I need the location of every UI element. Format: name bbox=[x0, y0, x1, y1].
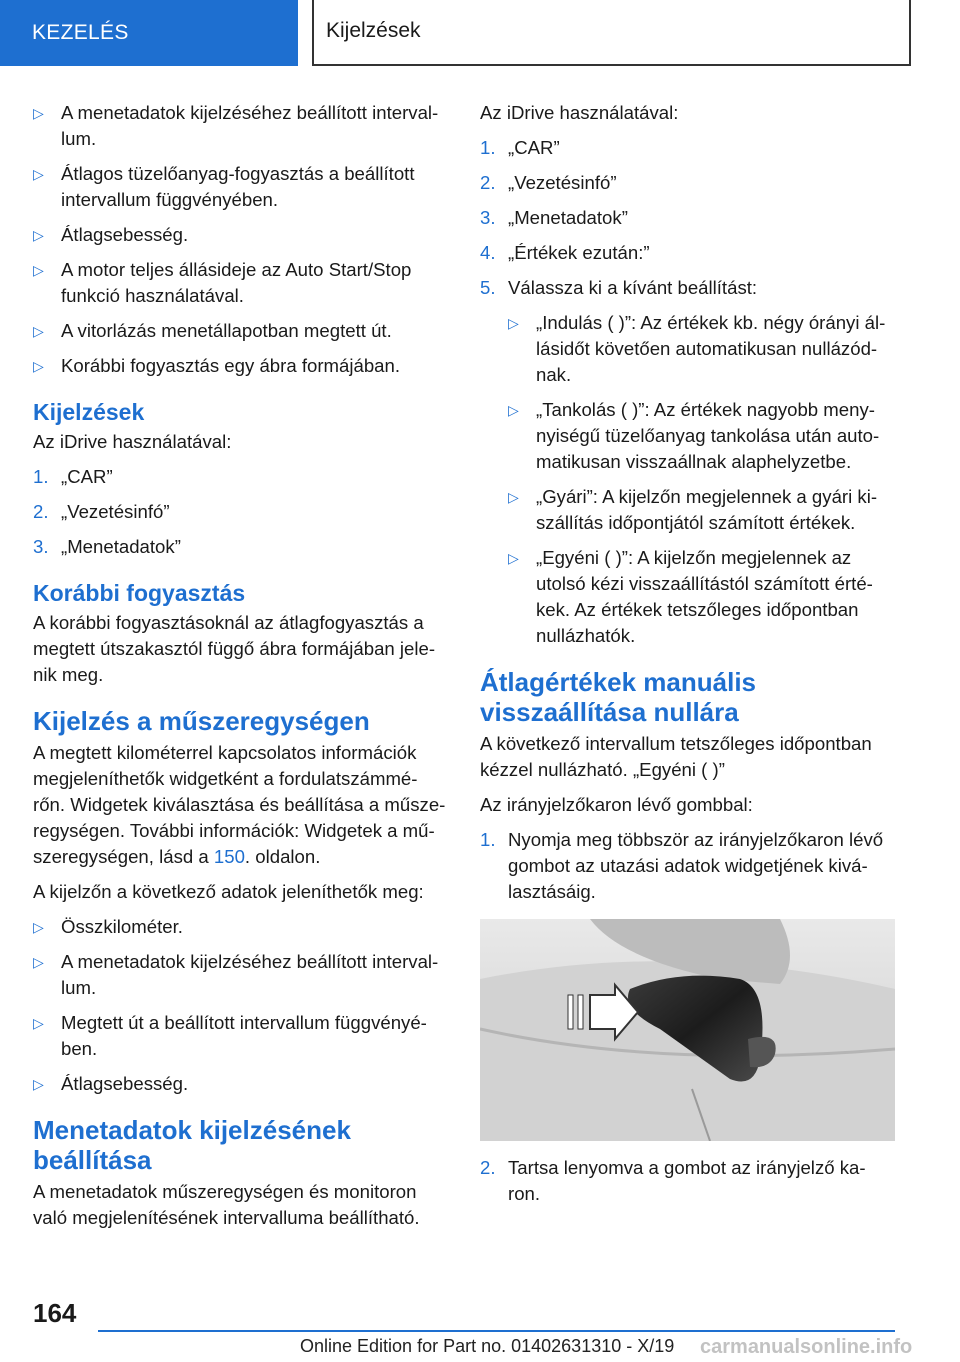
paragraph: Az iDrive használatával: bbox=[480, 102, 679, 123]
list-item: ▷ Korábbi fogyasztás egy ábra formájában. bbox=[33, 353, 448, 379]
step-list bbox=[33, 464, 448, 560]
triangle-right-icon: ▷ bbox=[508, 402, 519, 418]
list-item: ▷ A menetadatok kijelzéséhez beállított interval-lum. bbox=[33, 951, 439, 998]
page-number: 164 bbox=[33, 1298, 77, 1328]
page-header bbox=[0, 0, 960, 68]
edition-note: Online Edition for Part no. 01402631310 - X/19 bbox=[300, 1336, 675, 1356]
step-item: 2. „Vezetésinfó” bbox=[33, 501, 170, 522]
turn-signal-lever-photo bbox=[480, 919, 895, 1141]
list-item: ▷ Összkilométer. bbox=[33, 914, 448, 940]
paragraph: A megtett kilométerrel kapcsolatos információk megjeleníthetők widgetként a fordulatszámmé-rőn. Widgetek kiválasztása és beállítása a műsze-regységen. További információk: Widgetek a mű-szeregységen, lásd a 150. oldalon. bbox=[33, 742, 446, 867]
list-item: ▷ „Tankolás ( )”: Az értékek nagyobb meny-nyiségű tüzelőanyag tankolása után auto-matikusan visszaállnak alaphelyzetbe. bbox=[508, 399, 880, 472]
heading-atlagertekek-nullazasa: Átlagértékek manuális visszaállítása nullára bbox=[480, 667, 757, 727]
list-item: ▷ „Gyári”: A kijelzőn megjelennek a gyári ki-szállítás időpontjától számított értékek. bbox=[508, 486, 878, 533]
paragraph: Az iDrive használatával: bbox=[33, 431, 232, 452]
right-column bbox=[480, 100, 895, 1216]
step-item: 1. Nyomja meg többször az irányjelzőkaron lévő gombot az utazási adatok widgetjének kivá-lasztásáig. bbox=[480, 829, 884, 902]
bullet-list bbox=[33, 914, 448, 1097]
step-item: 3. „Menetadatok” bbox=[480, 207, 628, 228]
triangle-right-icon: ▷ bbox=[33, 262, 44, 278]
list-item: ▷ A menetadatok kijelzéséhez beállított interval-lum. bbox=[33, 102, 439, 149]
page-reference-link[interactable]: 150 bbox=[213, 846, 245, 867]
triangle-right-icon: ▷ bbox=[508, 315, 519, 331]
step-item: 2. Tartsa lenyomva a gombot az irányjelző ka-ron. bbox=[480, 1157, 866, 1204]
triangle-right-icon: ▷ bbox=[33, 227, 44, 243]
step-item: 1. „CAR” bbox=[480, 137, 560, 158]
heading-kijelzesek: Kijelzések bbox=[33, 399, 145, 425]
paragraph: Az irányjelzőkaron lévő gombbal: bbox=[480, 794, 753, 815]
lever-illustration bbox=[480, 919, 895, 1141]
step-list bbox=[480, 135, 895, 301]
bullet-list bbox=[33, 100, 448, 379]
paragraph: A korábbi fogyasztásoknál az átlagfogyasztás a megtett útszakasztól függő ábra formájában jele-nik meg. bbox=[33, 612, 436, 685]
triangle-right-icon: ▷ bbox=[33, 954, 44, 970]
heading-korabbi-fogyasztas: Korábbi fogyasztás bbox=[33, 580, 246, 606]
list-item: ▷ „Indulás ( )”: Az értékek kb. négy órányi ál-lásidőt követően automatikusan nullázód-nak. bbox=[508, 312, 886, 385]
list-item: ▷ „Egyéni ( )”: A kijelzőn megjelennek az utolsó kézi visszaállítástól számított érté-kek. Az értékek tetszőleges időpontban nullázhatók. bbox=[508, 547, 873, 646]
step-item: 4. „Értékek ezután:” bbox=[480, 242, 650, 263]
watermark: carmanualsonline.info bbox=[700, 1336, 913, 1358]
triangle-right-icon: ▷ bbox=[33, 323, 44, 339]
step-item: 2. „Vezetésinfó” bbox=[480, 172, 617, 193]
list-item: ▷ A motor teljes állásideje az Auto Start/Stop funkció használatával. bbox=[33, 259, 412, 306]
triangle-right-icon: ▷ bbox=[33, 105, 44, 121]
triangle-right-icon: ▷ bbox=[33, 166, 44, 182]
heading-menetadatok-beallitasa: Menetadatok kijelzésének beállítása bbox=[33, 1115, 351, 1175]
step-list bbox=[480, 1155, 895, 1207]
footer-divider bbox=[98, 1330, 895, 1332]
paragraph: A kijelzőn a következő adatok jeleníthetők meg: bbox=[33, 881, 424, 902]
triangle-right-icon: ▷ bbox=[508, 550, 519, 566]
triangle-right-icon: ▷ bbox=[33, 1076, 44, 1092]
list-item: ▷ Átlagos tüzelőanyag-fogyasztás a beállított intervallum függvényében. bbox=[33, 163, 415, 210]
chapter-title: Kijelzések bbox=[312, 0, 911, 66]
step-item: 1. „CAR” bbox=[33, 466, 113, 487]
step-item: 5. Válassza ki a kívánt beállítást: bbox=[480, 277, 758, 298]
triangle-right-icon: ▷ bbox=[33, 358, 44, 374]
list-item: ▷ Megtett út a beállított intervallum függvényé-ben. bbox=[33, 1012, 427, 1059]
paragraph: A következő intervallum tetszőleges időpontban kézzel nullázható. „Egyéni ( )” bbox=[480, 733, 872, 780]
heading-kijelzes-muszeregyseg: Kijelzés a műszeregységen bbox=[33, 706, 370, 736]
list-item: ▷ A vitorlázás menetállapotban megtett út. bbox=[33, 318, 448, 344]
triangle-right-icon: ▷ bbox=[33, 919, 44, 935]
paragraph: A menetadatok műszeregységen és monitoron való megjelenítésének intervalluma beállítható. bbox=[33, 1181, 420, 1228]
triangle-right-icon: ▷ bbox=[508, 489, 519, 505]
list-item: ▷ Átlagsebesség. bbox=[33, 222, 448, 248]
left-column bbox=[33, 100, 448, 1240]
step-list bbox=[480, 827, 895, 905]
section-tab[interactable]: KEZELÉS bbox=[0, 0, 298, 66]
step-item: 3. „Menetadatok” bbox=[33, 536, 181, 557]
sub-bullet-list bbox=[508, 310, 895, 649]
list-item: ▷ Átlagsebesség. bbox=[33, 1071, 448, 1097]
triangle-right-icon: ▷ bbox=[33, 1015, 44, 1031]
